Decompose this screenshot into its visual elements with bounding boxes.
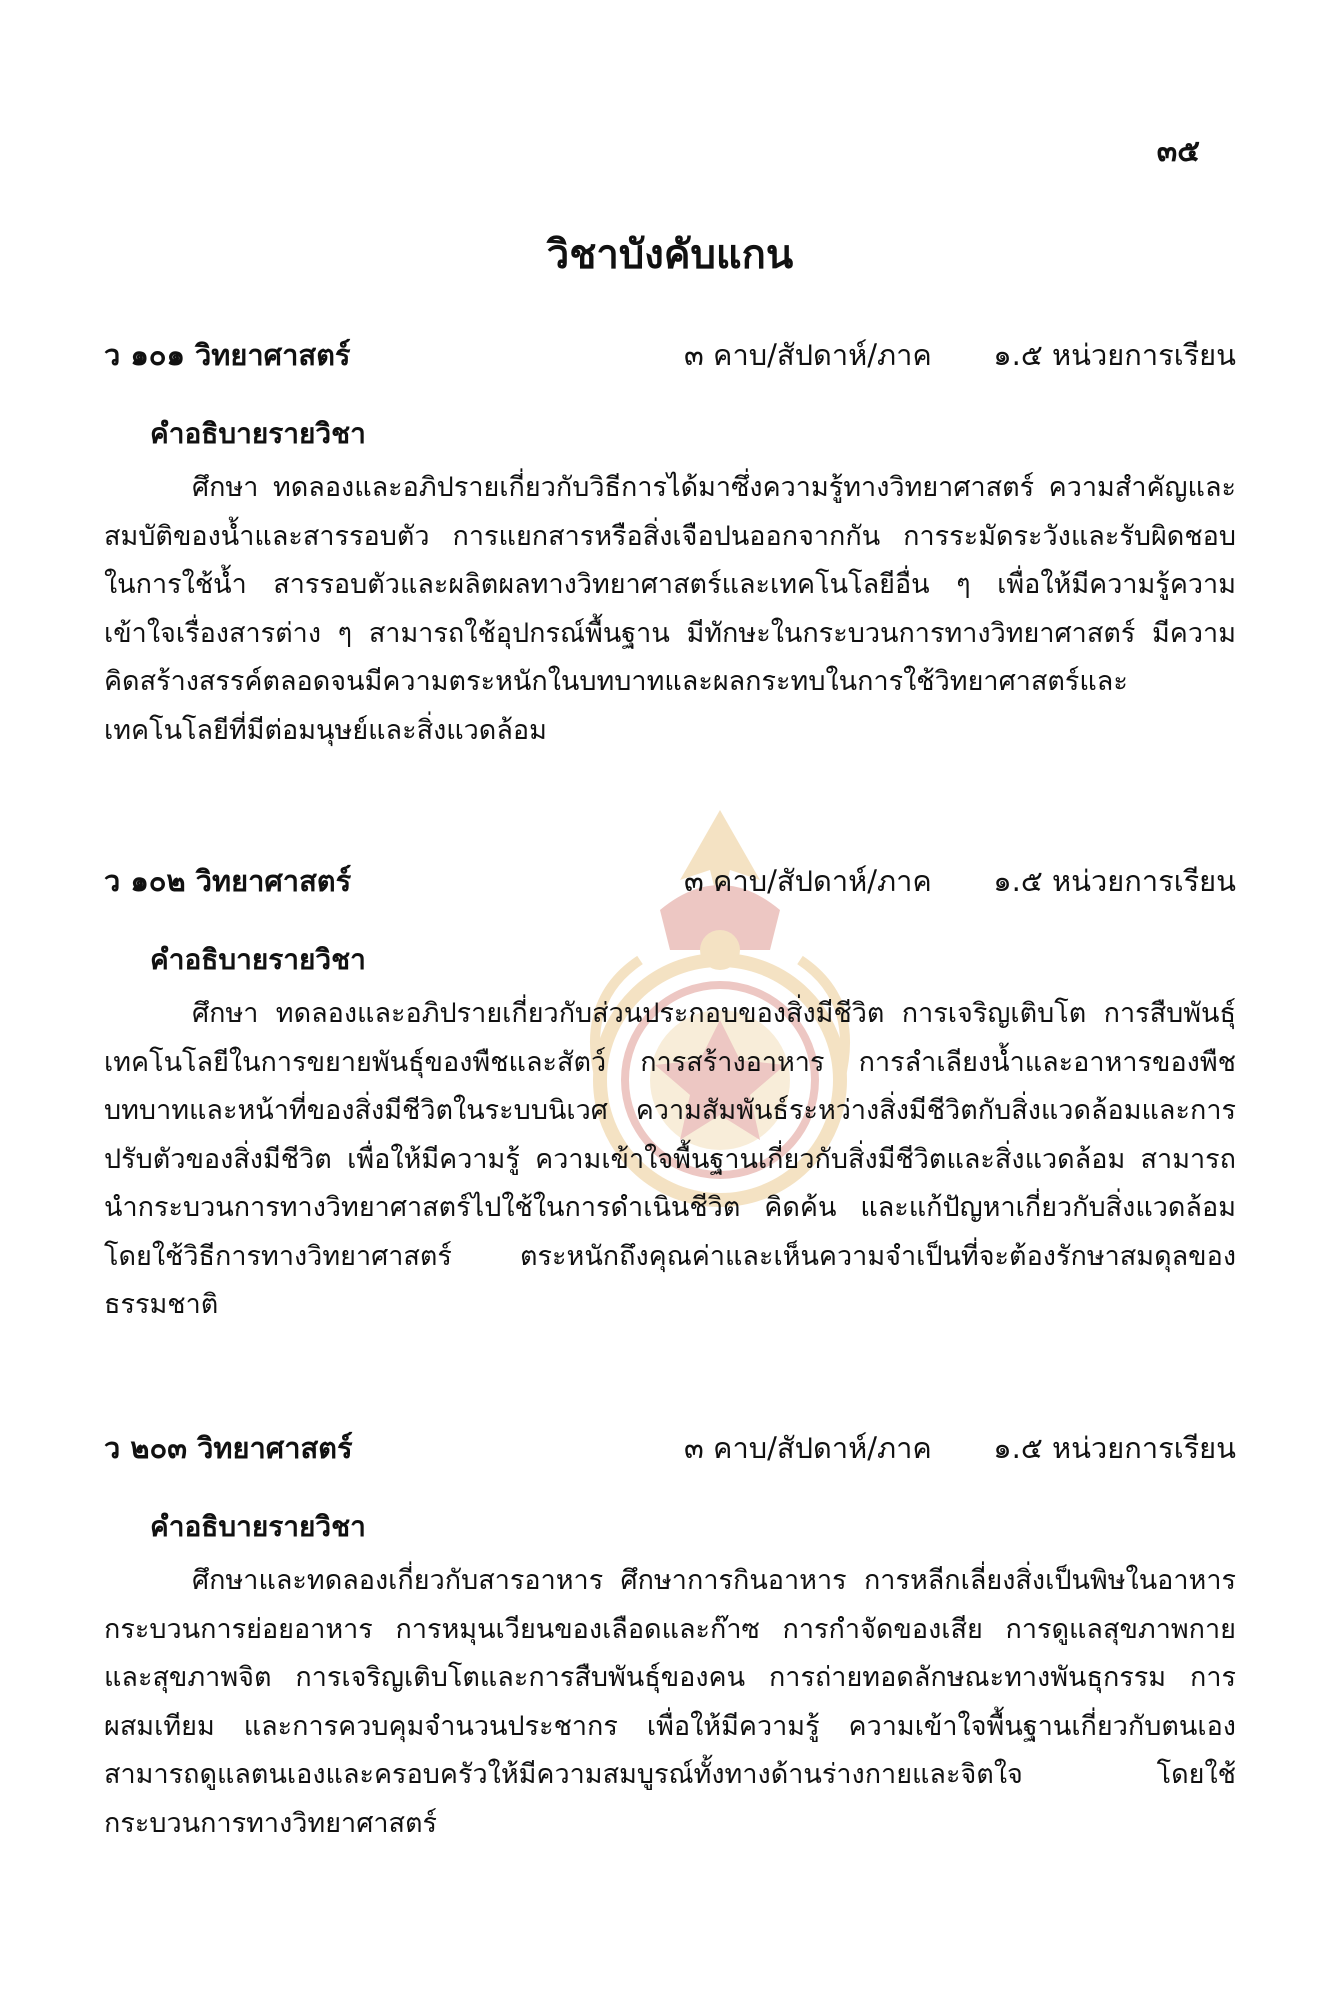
course-credits: ๑.๕ หน่วยการเรียน [993,864,1236,898]
course-description: ศึกษา ทดลองและอภิปรายเกี่ยวกับวิธีการได้มาซึ่งความรู้ทางวิทยาศาสตร์ ความสำคัญและสมบัติของน้ำและสารรอบตัว การแยกสารหรือสิ่งเจือปนออกจากกัน การระมัดระวังและรับผิดชอบในการใช้น้ำ สารรอบตัวและผลิตผลทางวิทยาศาสตร์และเทคโนโลยีอื่น ๆ เพื่อให้มีความรู้ความเข้าใจเรื่องสารต่าง ๆ สามารถใช้อุปกรณ์พื้นฐาน มีทักษะในกระบวนการทางวิทยาศาสตร์ มีความคิดสร้างสรรค์ตลอดจนมีความตระหนักในบทบาทและผลกระทบในการใช้วิทยาศาสตร์และเทคโนโลยีที่มีต่อมนุษย์และสิ่งแวดล้อม [104,472,1236,746]
course-hours: ๓ คาบ/สัปดาห์/ภาค [684,1431,932,1465]
course-block-1 [104,332,1236,755]
description-heading: คำอธิบายรายวิชา [150,417,366,450]
course-description: ศึกษาและทดลองเกี่ยวกับสารอาหาร ศึกษาการกินอาหาร การหลีกเลี่ยงสิ่งเป็นพิษในอาหาร กระบวนการย่อยอาหาร การหมุนเวียนของเลือดและก๊าซ การกำจัดของเสีย การดูแลสุขภาพกายและสุขภาพจิต การเจริญเติบโตและการสืบพันธุ์ของคน การถ่ายทอดลักษณะทางพันธุกรรม การผสมเทียม และการควบคุมจำนวนประชากร เพื่อให้มีความรู้ ความเข้าใจพื้นฐานเกี่ยวกับตนเอง สามารถดูแลตนเองและครอบครัวให้มีความสมบูรณ์ทั้งทางด้านร่างกายและจิตใจ โดยใช้กระบวนการทางวิทยาศาสตร์ [104,1565,1236,1839]
course-code: ว ๑๐๒ วิทยาศาสตร์ [104,864,352,898]
description-heading: คำอธิบายรายวิชา [150,1510,366,1543]
course-header [104,332,1236,376]
course-header [104,858,1236,902]
course-block-2 [104,858,1236,1330]
course-credits: ๑.๕ หน่วยการเรียน [993,1431,1236,1465]
course-hours: ๓ คาบ/สัปดาห์/ภาค [684,338,932,372]
page-number: ๓๕ [1156,134,1200,169]
description-heading: คำอธิบายรายวิชา [150,943,366,976]
course-block-3 [104,1425,1236,1848]
course-header [104,1425,1236,1469]
course-code: ว ๑๐๑ วิทยาศาสตร์ [104,338,351,372]
course-credits: ๑.๕ หน่วยการเรียน [993,338,1236,372]
course-hours: ๓ คาบ/สัปดาห์/ภาค [684,864,932,898]
page-title: วิชาบังคับแกน [546,232,794,278]
course-code: ว ๒๐๓ วิทยาศาสตร์ [104,1431,353,1465]
course-description: ศึกษา ทดลองและอภิปรายเกี่ยวกับส่วนประกอบของสิ่งมีชีวิต การเจริญเติบโต การสืบพันธุ์ เทคโนโลยีในการขยายพันธุ์ของพืชและสัตว์ การสร้างอาหาร การลำเลียงน้ำและอาหารของพืช บทบาทและหน้าที่ของสิ่งมีชีวิตในระบบนิเวศ ความสัมพันธ์ระหว่างสิ่งมีชีวิตกับสิ่งแวดล้อมและการปรับตัวของสิ่งมีชีวิต เพื่อให้มีความรู้ ความเข้าใจพื้นฐานเกี่ยวกับสิ่งมีชีวิตและสิ่งแวดล้อม สามารถนำกระบวนการทางวิทยาศาสตร์ไปใช้ในการดำเนินชีวิต คิดค้น และแก้ปัญหาเกี่ยวกับสิ่งแวดล้อมโดยใช้วิธีการทางวิทยาศาสตร์ ตระหนักถึงคุณค่าและเห็นความจำเป็นที่จะต้องรักษาสมดุลของธรรมชาติ [104,998,1236,1320]
